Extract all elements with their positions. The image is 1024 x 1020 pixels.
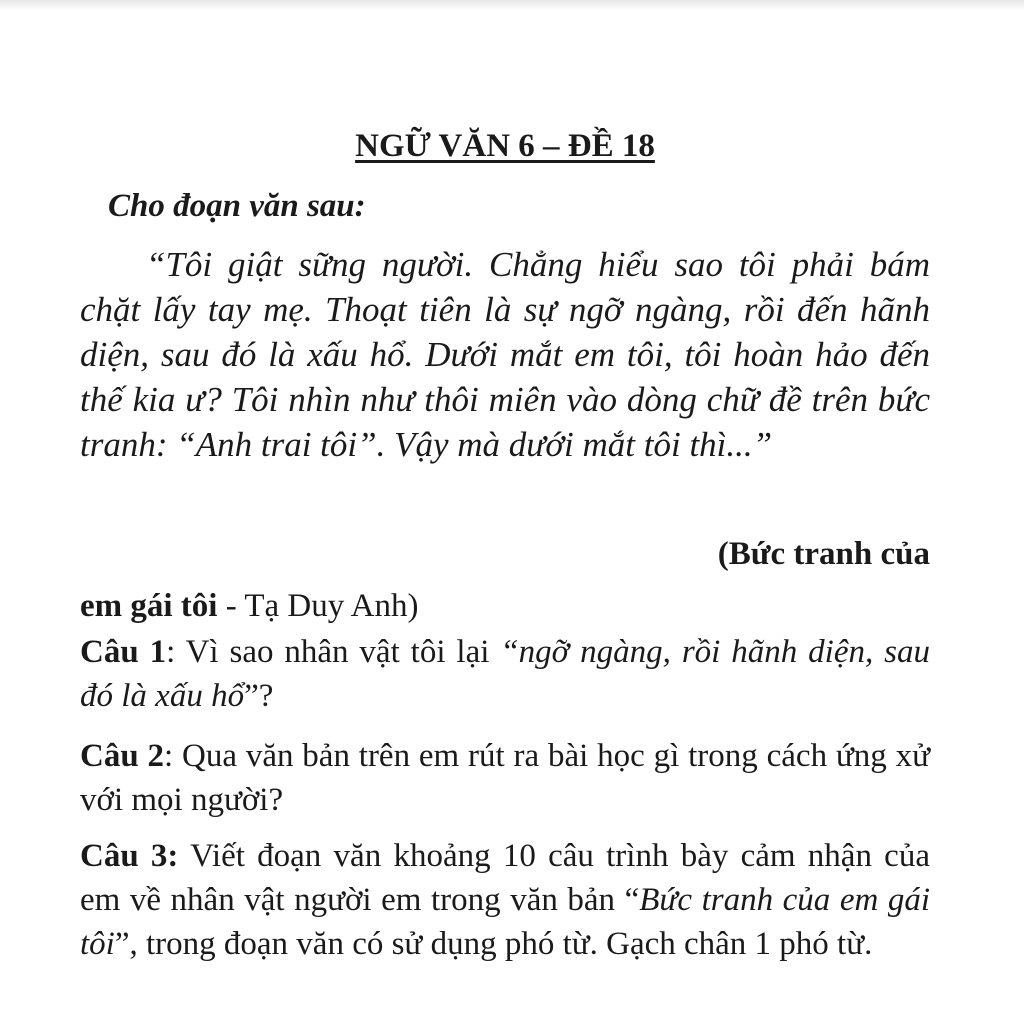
- question-1-quote: “ngỡ ngàng, rồi hãnh diện, sau đó là xấu hổ: [80, 634, 930, 714]
- page-title: NGỮ VĂN 6 – ĐỀ 18: [355, 128, 655, 164]
- quoted-passage: “Tôi giật sững người. Chẳng hiểu sao tôi phải bám chặt lấy tay mẹ. Thoạt tiên là sự ngỡ ngàng, rồi đến hãnh diện, sau đó là xấu hổ. Dưới mắt em tôi, tôi hoàn hảo đến thế kia ư? Tôi nhìn như thôi miên vào dòng chữ đề trên bức tranh: “Anh trai tôi”. Vậy mà dưới mắt tôi thì...”: [80, 245, 930, 464]
- question-1-text: : Vì sao nhân vật tôi lại: [166, 634, 501, 670]
- question-3-text-after: ”, trong đoạn văn có sử dụng phó từ. Gạch chân 1 phó từ.: [114, 926, 873, 962]
- source-author: - Tạ Duy Anh): [217, 588, 419, 624]
- question-2: [80, 734, 930, 822]
- question-2-label: Câu 2: [80, 738, 165, 774]
- question-1-end: ”?: [244, 678, 274, 714]
- source-line-1: (Bức tranh của: [717, 536, 930, 572]
- source-title-end: em gái tôi: [80, 588, 218, 624]
- question-3-work-title: Bức tranh của em gái tôi: [80, 882, 931, 962]
- question-3-text-before: Viết đoạn văn khoảng 10 câu trình bày cảm nhận của em về nhân vật người em trong văn bản “: [80, 838, 930, 918]
- question-3: [80, 834, 930, 966]
- question-1: [80, 630, 930, 718]
- passage-source: [80, 528, 930, 632]
- question-2-text: : Qua văn bản trên em rút ra bài học gì trong cách ứng xử với mọi người?: [80, 738, 930, 818]
- question-3-label: Câu 3:: [80, 838, 179, 874]
- instruction-lead: Cho đoạn văn sau:: [108, 188, 366, 224]
- question-1-label: Câu 1: [80, 634, 167, 670]
- top-edge-shadow: [0, 0, 1024, 10]
